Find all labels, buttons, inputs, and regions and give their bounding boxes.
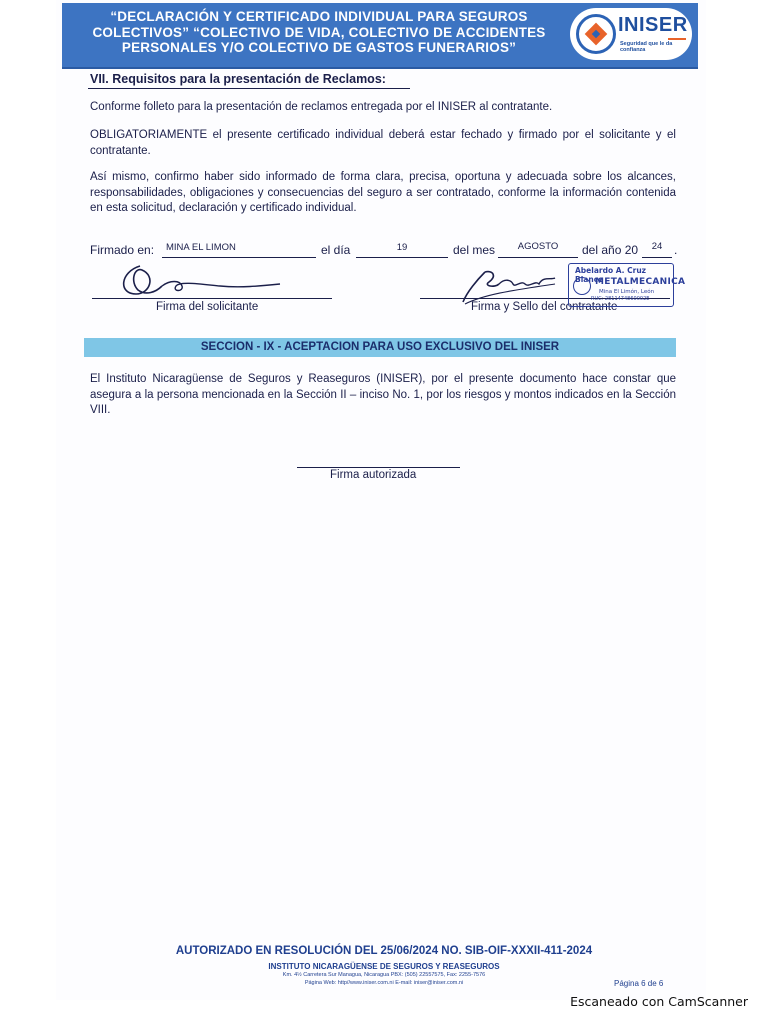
section-7-title: VII. Requisitos para la presentación de Reclamos: <box>90 72 386 86</box>
title-line-3: PERSONALES Y/O COLECTIVO DE GASTOS FUNERARIOS” <box>121 40 517 55</box>
applicant-signature <box>110 262 290 302</box>
stamp-gear-icon <box>573 277 591 295</box>
signed-day-line <box>356 257 448 258</box>
page-number: Página 6 de 6 <box>614 979 664 988</box>
iniser-logo-icon <box>576 14 616 54</box>
logo-underline <box>668 38 686 40</box>
section-9-title: SECCION - IX - ACEPTACION PARA USO EXCLUSIVO DEL INISER <box>84 338 676 357</box>
footer-web: Página Web: http//www.iniser.com.ni E-mail: iniser@iniser.com.ni <box>304 980 464 986</box>
signed-end-dot: . <box>674 243 678 257</box>
signed-year-line <box>642 257 672 258</box>
month-label: del mes <box>453 243 496 257</box>
section-7-paragraph-3: Así mismo, confirmo haber sido informado de forma clara, precisa, oportuna y adecuada sobre los alcances, responsabilidades, obligaciones y consecuencias del seguro a ser contratado, conforme la información contenida en esta solicitud, declaración y certificado individual. <box>90 171 676 214</box>
stamp-ruc: RUC: 2811474860002E <box>591 296 650 302</box>
applicant-signature-label: Firma del solicitante <box>156 301 259 313</box>
signed-place-value: MINA EL LIMON <box>166 242 236 253</box>
title-line-1: “DECLARACIÓN Y CERTIFICADO INDIVIDUAL PARA SEGUROS <box>110 9 528 24</box>
logo-tagline: Seguridad que le da confianza <box>620 41 673 53</box>
contractor-signature-label: Firma y Sello del contratante <box>471 301 618 313</box>
signed-at-label: Firmado en: <box>90 243 155 257</box>
stamp-location: Mina El Limón, León <box>599 289 655 295</box>
title-line-2: COLECTIVOS” “COLECTIVO DE VIDA, COLECTIVO DE ACCIDENTES <box>92 24 546 40</box>
applicant-signature-line <box>92 298 332 299</box>
signed-month-value: AGOSTO <box>517 241 559 252</box>
footer-resolution: AUTORIZADO EN RESOLUCIÓN DEL 25/06/2024 NO. SIB-OIF-XXXII-411-2024 <box>175 945 593 957</box>
document-title <box>74 9 564 56</box>
year-label: del año 20 <box>582 243 639 257</box>
document-header <box>62 3 698 69</box>
signed-day-value: 19 <box>396 242 408 253</box>
stamp-owner: Abelardo A. Cruz Blanco <box>575 266 647 284</box>
iniser-logo <box>570 8 692 60</box>
footer-institute: INSTITUTO NICARAGÜENSE DE SEGUROS Y REASEGUROS <box>268 962 500 971</box>
section-7-underline <box>88 88 410 89</box>
logo-name: INISER <box>618 14 688 36</box>
day-label: el día <box>321 243 351 257</box>
section-7-paragraph-2: OBLIGATORIAMENTE el presente certificado individual deberá estar fechado y firmado por el solicitante y el contratante. <box>90 129 676 157</box>
signed-month-line <box>498 257 578 258</box>
authorized-signature-line <box>297 467 460 468</box>
stamp-business: METALMECANICA <box>595 277 686 287</box>
section-7-paragraph-1: Conforme folleto para la presentación de reclamos entregada por el INISER al contratante. <box>90 101 553 113</box>
footer-address: Km. 4½ Carretera Sur Managua, Nicaragua PBX: (505) 22557575, Fax: 2255-7576 <box>282 972 486 978</box>
company-stamp <box>568 263 686 307</box>
scanner-watermark: Escaneado con CamScanner <box>570 994 748 1009</box>
signed-year-value: 24 <box>651 241 663 252</box>
authorized-signature-label: Firma autorizada <box>330 469 417 481</box>
signed-place-line <box>162 257 316 258</box>
section-9-paragraph: El Instituto Nicaragüense de Seguros y Reaseguros (INISER), por el presente documento hace constar que asegura a la persona mencionada en la Sección II – inciso No. 1, por los riesgos y montos indicados en la Sección VIII. <box>90 373 676 416</box>
